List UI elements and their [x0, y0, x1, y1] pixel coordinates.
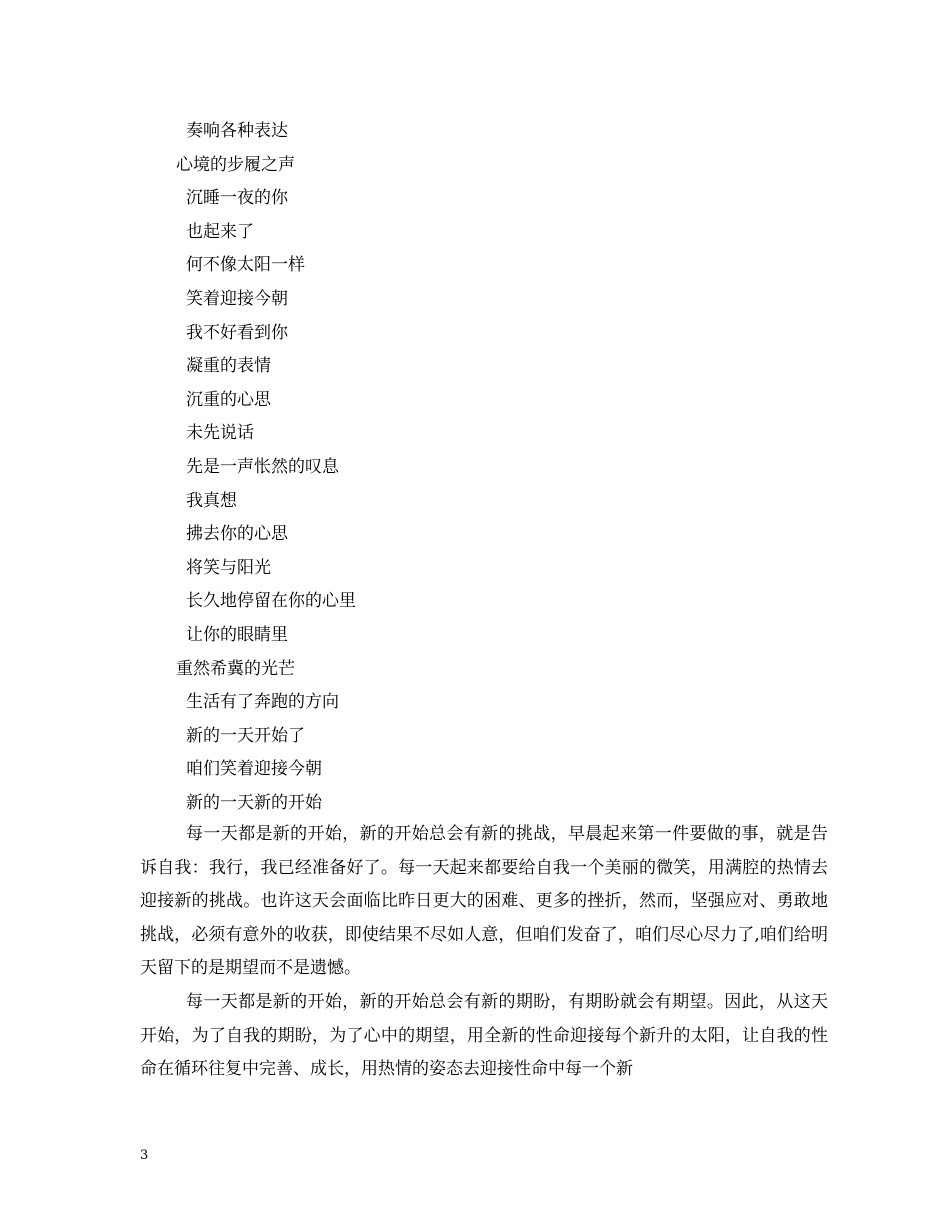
poem-line: 也起来了 [186, 221, 254, 242]
poem-line: 新的一天开始了 [186, 725, 305, 746]
poem-line: 我真想 [186, 490, 237, 511]
poem-line: 何不像太阳一样 [186, 255, 305, 276]
poem-line: 心境的步履之声 [176, 154, 295, 175]
page-number: 3 [140, 1148, 149, 1163]
poem-line: 新的一天新的开始 [186, 792, 322, 813]
poem-line: 沉重的心思 [186, 389, 271, 410]
poem-line: 重然希冀的光芒 [176, 658, 295, 679]
poem-line: 让你的眼睛里 [186, 624, 288, 645]
body-text [140, 818, 828, 1087]
poem-line: 我不好看到你 [186, 322, 288, 343]
paragraph: 每一天都是新的开始，新的开始总会有新的挑战，早晨起来第一件要做的事，就是告诉自我：我行，我已经准备好了。每一天起来都要给自我一个美丽的微笑，用满腔的热情去迎接新的挑战。也许这天会面临比昨日更大的困难、更多的挫折，然而，坚强应对、勇敢地挑战，必须有意外的收获，即使结果不尽如人意，但咱们发奋了，咱们尽心尽力了,咱们给明天留下的是期望而不是遗憾。 [140, 824, 828, 979]
poem-line: 咱们笑着迎接今朝 [186, 759, 322, 780]
poem-line: 拂去你的心思 [186, 524, 288, 545]
poem-line: 未先说话 [186, 423, 254, 444]
poem-line: 将笑与阳光 [186, 557, 271, 578]
poem-line: 笑着迎接今朝 [186, 288, 288, 309]
poem-line: 生活有了奔跑的方向 [186, 692, 339, 713]
poem [176, 115, 816, 820]
paragraph: 每一天都是新的开始，新的开始总会有新的期盼，有期盼就会有期望。因此，从这天开始，为了自我的期盼，为了心中的期望，用全新的性命迎接每个新升的太阳，让自我的性命在循环往复中完善、成长，用热情的姿态去迎接性命中每一个新 [140, 991, 828, 1080]
poem-line: 奏响各种表达 [186, 121, 288, 141]
poem-line: 凝重的表情 [186, 356, 271, 377]
poem-line: 沉睡一夜的你 [186, 188, 288, 209]
poem-line: 先是一声怅然的叹息 [186, 456, 339, 477]
poem-line: 长久地停留在你的心里 [186, 591, 356, 612]
